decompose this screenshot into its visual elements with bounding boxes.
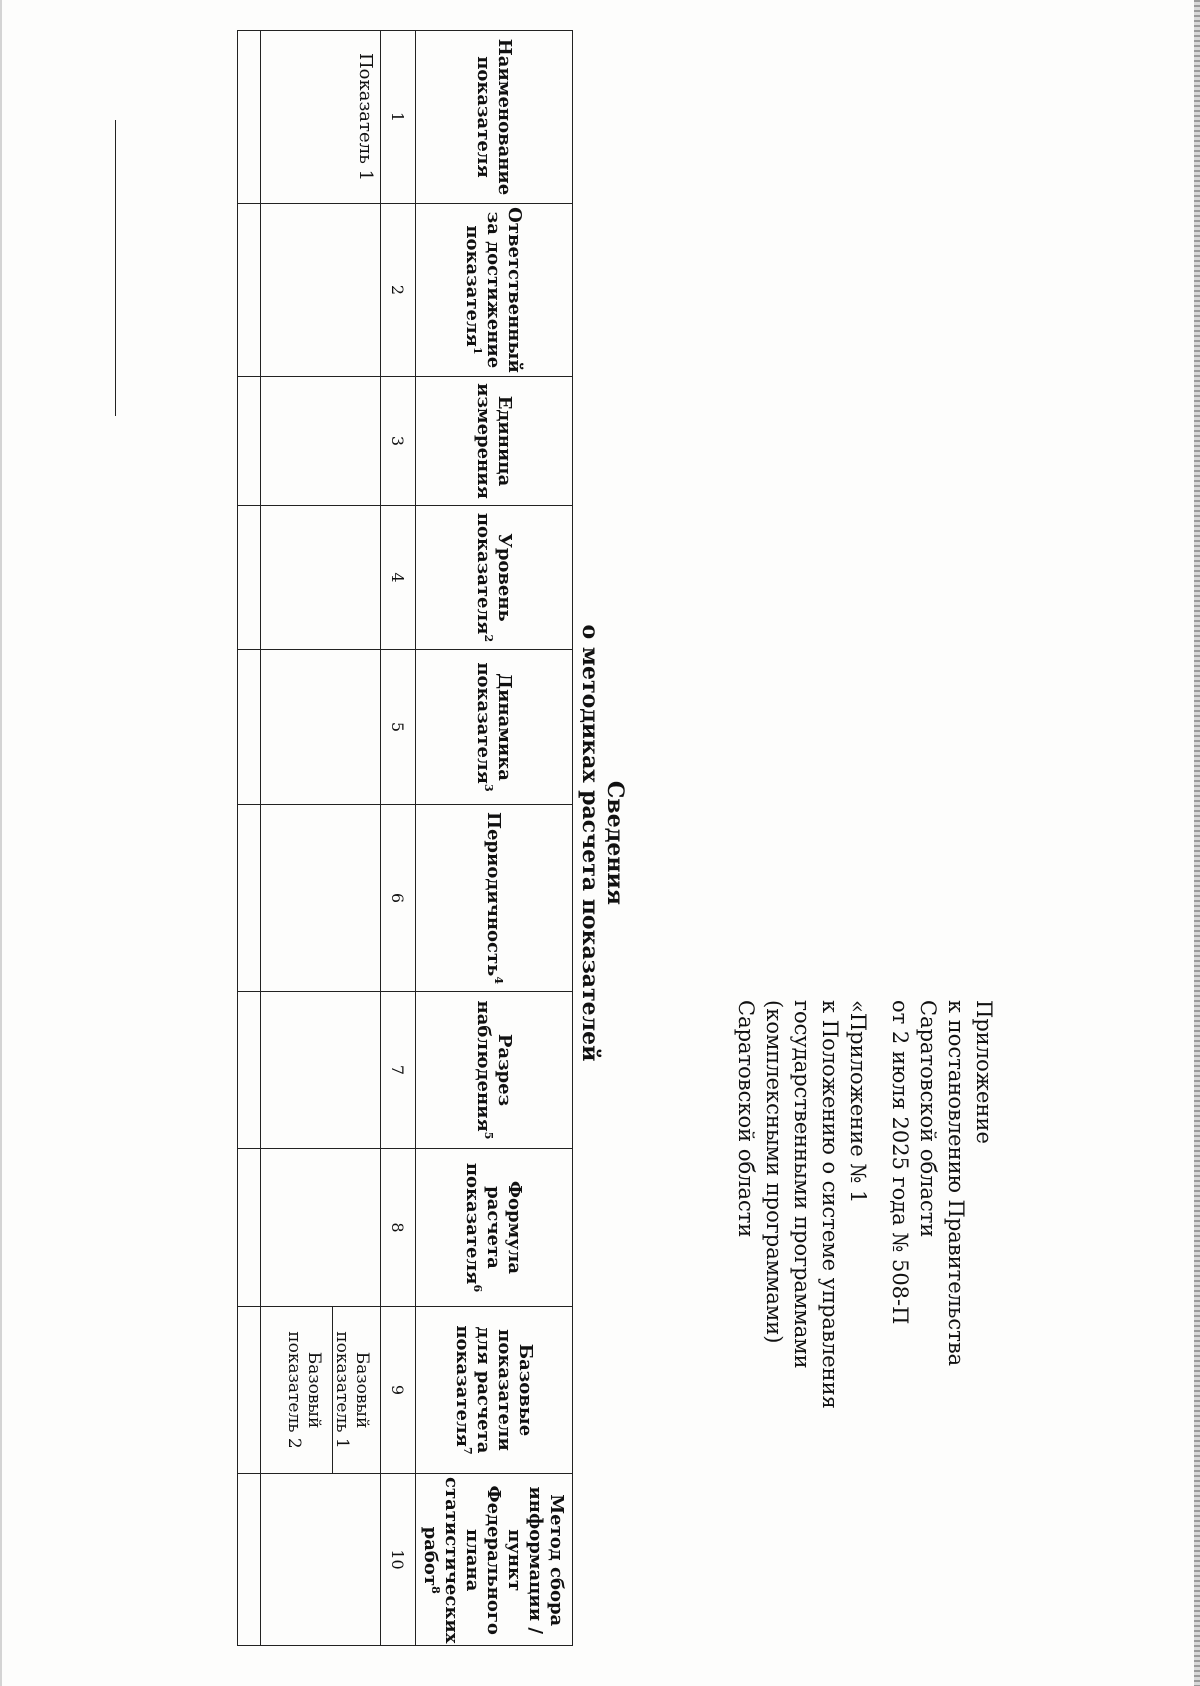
column-number: 10 bbox=[381, 1474, 416, 1646]
col-header-level: Уровень показателя$^2$ bbox=[416, 506, 573, 650]
empty-cell bbox=[238, 650, 261, 805]
annex-line-3: государственными программами bbox=[790, 1000, 814, 1369]
footnote-mark: 8 bbox=[429, 1586, 443, 1594]
col-header-breakdown: Разрез наблюдения$^5$ bbox=[416, 992, 573, 1149]
base-indicators-cell bbox=[261, 1307, 381, 1474]
base-indicator-2: Базовый показатель 2 bbox=[284, 1331, 324, 1449]
col-header-base-indicators: Базовые показатели для расчета показателя$^7$ bbox=[416, 1307, 573, 1474]
footnote-mark: 7 bbox=[461, 1446, 474, 1455]
empty-cell bbox=[238, 1474, 261, 1646]
empty-cell bbox=[238, 1307, 261, 1474]
col-header-collection-method: Метод сбора информации / пункт Федерального плана статистических работ$^8$ bbox=[416, 1474, 573, 1646]
footnote-mark: 3 bbox=[482, 783, 495, 792]
footnote-mark: 6 bbox=[471, 1284, 485, 1293]
methods-table bbox=[237, 30, 573, 1646]
table-header-row bbox=[416, 31, 573, 1646]
empty-cell bbox=[261, 992, 381, 1149]
empty-cell bbox=[261, 204, 381, 377]
annex-line-1: «Приложение № 1 bbox=[846, 1000, 870, 1204]
column-number: 8 bbox=[381, 1149, 416, 1307]
empty-cell bbox=[261, 805, 381, 992]
empty-cell bbox=[261, 650, 381, 805]
empty-cell bbox=[238, 1149, 261, 1307]
document-title: Сведения bbox=[602, 780, 628, 906]
column-number: 3 bbox=[381, 377, 416, 506]
table-row-empty bbox=[238, 31, 261, 1646]
empty-cell bbox=[238, 992, 261, 1149]
empty-cell bbox=[238, 506, 261, 650]
col-header-name: Наименование показателя bbox=[416, 31, 573, 204]
header-line-2: к постановлению Правительства bbox=[944, 1000, 968, 1367]
column-number: 5 bbox=[381, 650, 416, 805]
column-number: 2 bbox=[381, 204, 416, 377]
annex-line-2: к Положению о системе управления bbox=[818, 1000, 842, 1409]
footnote-mark: 5 bbox=[482, 1131, 495, 1140]
empty-cell bbox=[261, 1149, 381, 1307]
header-line-3: Саратовской области bbox=[916, 1000, 940, 1238]
column-number: 4 bbox=[381, 506, 416, 650]
col-header-dynamics: Динамика показателя$^3$ bbox=[416, 650, 573, 805]
header-line-1: Приложение bbox=[972, 1000, 996, 1144]
annex-line-4: (комплексными программами) bbox=[762, 1000, 786, 1344]
empty-cell bbox=[261, 506, 381, 650]
approval-header bbox=[732, 1000, 998, 1640]
document-subtitle: о методиках расчета показателей bbox=[577, 624, 603, 1062]
annex-line-5: Саратовской области bbox=[734, 1000, 758, 1238]
footnote-separator bbox=[115, 120, 116, 416]
footnote-mark: 4 bbox=[492, 976, 506, 985]
empty-cell bbox=[238, 31, 261, 204]
header-gap bbox=[872, 1000, 886, 1640]
column-number: 6 bbox=[381, 805, 416, 992]
column-number-row bbox=[381, 31, 416, 1646]
empty-cell bbox=[238, 377, 261, 506]
base-indicators-list bbox=[284, 1307, 380, 1473]
footnote-mark: 2 bbox=[482, 634, 495, 643]
col-header-unit: Единица измерения bbox=[416, 377, 573, 506]
base-indicator-1: Базовый показатель 1 bbox=[332, 1307, 380, 1473]
table-row bbox=[261, 31, 381, 1646]
indicator-name-cell: Показатель 1 bbox=[261, 31, 381, 204]
col-header-formula: Формула расчета показателя$^6$ bbox=[416, 1149, 573, 1307]
column-number: 1 bbox=[381, 31, 416, 204]
empty-cell bbox=[238, 204, 261, 377]
column-number: 9 bbox=[381, 1307, 416, 1474]
header-line-4: от 2 июля 2025 года № 508-П bbox=[888, 1000, 912, 1325]
empty-cell bbox=[261, 377, 381, 506]
footnote-mark: 1 bbox=[471, 346, 485, 355]
column-number: 7 bbox=[381, 992, 416, 1149]
col-header-periodicity: Периодичность$^4$ bbox=[416, 805, 573, 992]
empty-cell bbox=[238, 805, 261, 992]
empty-cell bbox=[261, 1474, 381, 1646]
col-header-responsible: Ответственный за достижение показателя$^1$ bbox=[416, 204, 573, 377]
